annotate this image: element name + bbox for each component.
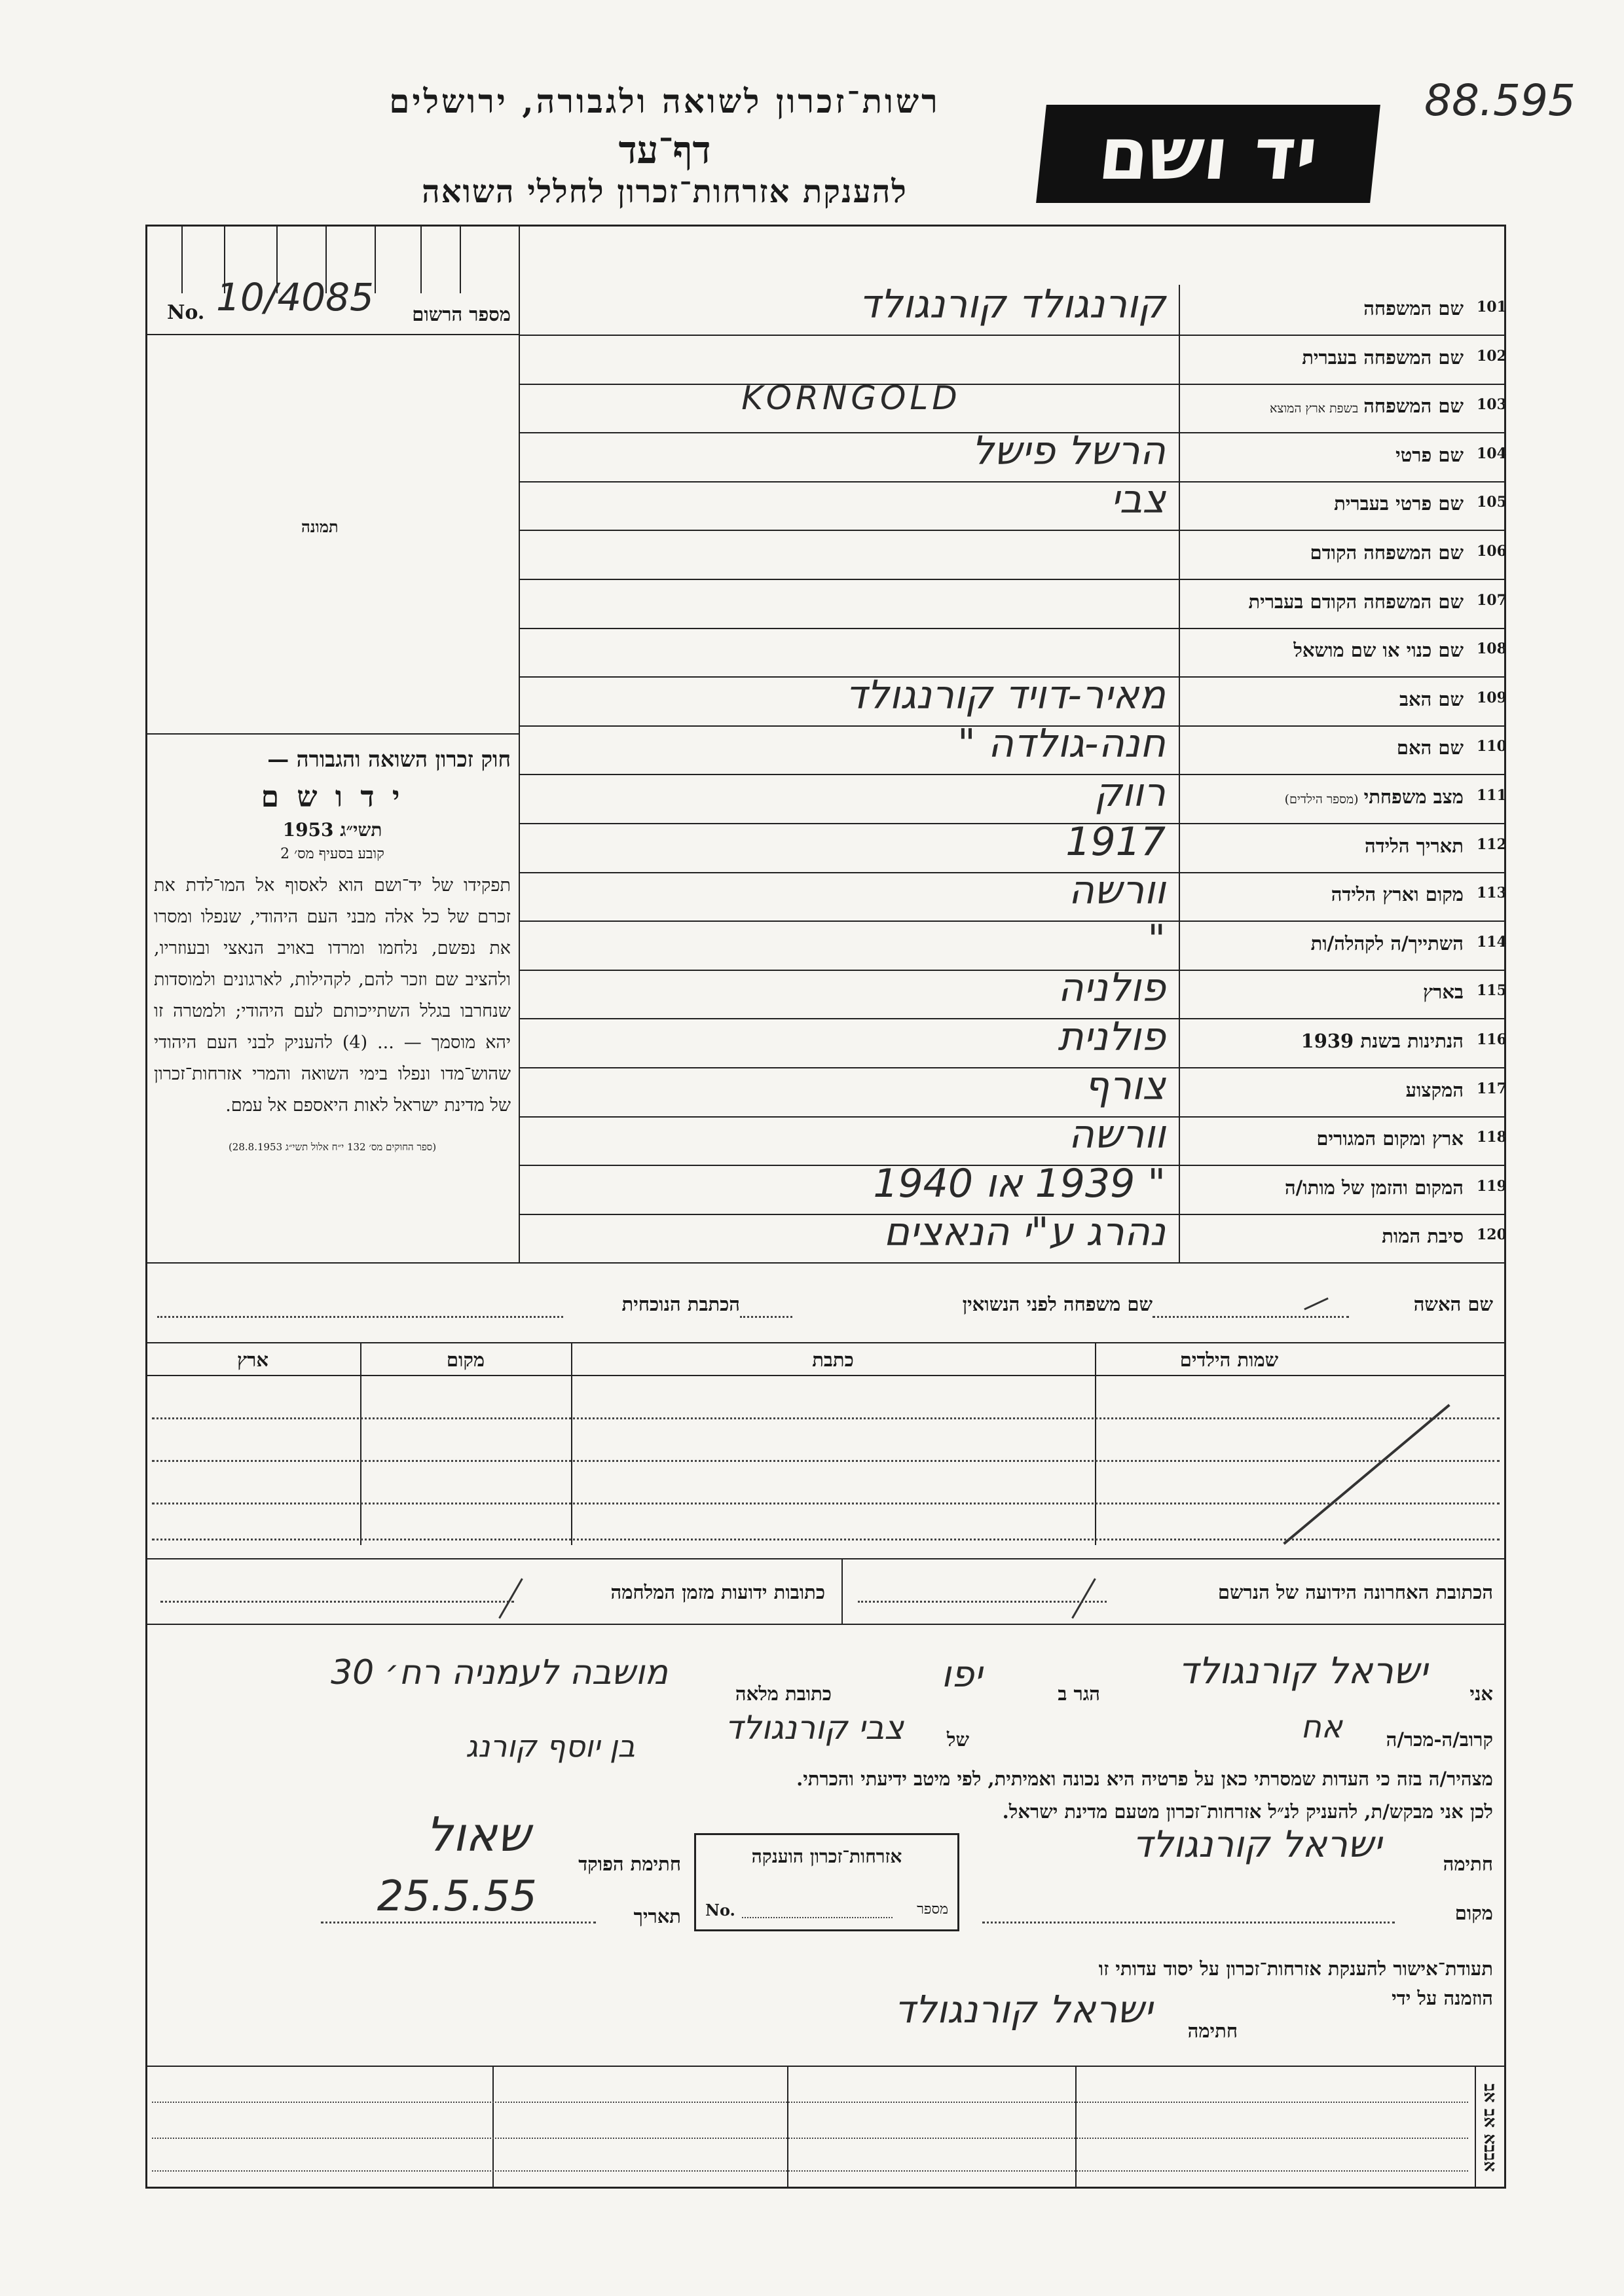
officer-signature: שאול <box>426 1807 530 1862</box>
field-number: 106 <box>1477 543 1507 560</box>
law-box <box>154 746 511 1154</box>
field-label <box>1185 981 1464 1004</box>
grant-box-number-label: מספר <box>917 1901 948 1918</box>
declaration-line-1: מצהיר/ה בזה כי העדות שמסרתי כאן על פרטיה היא נכונה ואמיתית, לפי מיטב ידיעתי והכרתי. <box>796 1768 1493 1790</box>
field-value: KORNGOLD <box>741 379 961 417</box>
field-label-text: שם האב <box>1399 688 1464 710</box>
field-label-text: המקצוע <box>1405 1079 1464 1101</box>
field-number: 102 <box>1477 348 1507 365</box>
field-value: צורף <box>1084 1063 1166 1109</box>
field-number: 109 <box>1477 689 1507 706</box>
field-label-text: מצב משפחתי <box>1363 786 1464 808</box>
field-label <box>1185 492 1464 515</box>
i-label: אני <box>1469 1683 1493 1705</box>
field-label <box>1185 932 1464 955</box>
field-label-text: שם המשפחה הקודם <box>1310 541 1464 564</box>
field-label <box>1185 688 1464 711</box>
field-number: 101 <box>1477 299 1507 316</box>
field-row-divider <box>519 579 1506 580</box>
field-label <box>1185 1176 1464 1199</box>
field-number: 120 <box>1477 1226 1507 1243</box>
field-value: פולניה <box>1058 965 1166 1011</box>
declaration-line-2: לכן אני מבקש/ת, להעניק לנ״ל אזרחות־זכרון מטעם מדינת ישראל. <box>1002 1800 1493 1823</box>
field-label-text: שם פרטי בעברית <box>1334 492 1464 515</box>
field-number: 107 <box>1477 592 1507 609</box>
field-value: הרשל פישל <box>971 428 1166 474</box>
full-address-label: כתובת מלאה <box>735 1683 832 1705</box>
date-value: 25.5.55 <box>377 1872 537 1921</box>
field-label-text: הנתינות בשנת 1939 <box>1301 1030 1464 1052</box>
registration-no-label: No. <box>167 301 205 324</box>
side-stamp: אבבא אב אב <box>1480 2083 1500 2172</box>
field-number: 116 <box>1477 1031 1507 1048</box>
law-year: תשי״ג 1953 <box>282 819 382 841</box>
grant-box <box>694 1833 959 1931</box>
of-value: צבי קורנגולד <box>725 1709 904 1747</box>
field-number: 114 <box>1477 934 1507 951</box>
field-row-divider <box>519 335 1506 336</box>
law-body: תפקידו של יד־ושם הוא לאסוף אל המו־לדת את זכרם של כל אלה מבני העם היהודי, שנפלו ומסרו את נפשם, נלחמו ומרדו באויב הנאצי ובעוזריו, ולהציב שם וזכר להם, לקהילות, לארגונים ולמוסדות שנחרבו בגלל השתייכותם לעם היהודי; ולמטרה זו יהא מוסמך — ... (4) להעניק לבני העם היהודי שהוש־מדו ונפלו בימי השואה והמרי אזרחות־זכרון של מדינת ישראל לאות היאספם אל עמם. <box>154 875 511 1116</box>
field-label-text: שם כנוי או שם מושאל <box>1293 639 1464 661</box>
residing-label: הגר ב <box>1058 1683 1100 1705</box>
officer-signature-label: חתימת הפוקד <box>578 1853 681 1875</box>
field-label <box>1185 1079 1464 1102</box>
field-label <box>1185 541 1464 564</box>
field-value: " <box>1147 917 1166 962</box>
field-value: חנה-גולדה " <box>957 721 1166 767</box>
field-value: מאיר-דויד קורנגולד <box>845 672 1166 718</box>
field-value: צבי <box>1111 477 1166 522</box>
relative-label: קרוב/ה-מכר/ה <box>1386 1728 1493 1751</box>
field-number: 111 <box>1477 787 1507 804</box>
authority-title: רשות־זכרון לשואה ולגבורה, ירושלים <box>389 82 940 120</box>
field-value: נהרג ע"י הנאצים <box>883 1209 1166 1255</box>
field-value: רווק <box>1094 770 1166 816</box>
field-label-text: בארץ <box>1423 981 1464 1003</box>
relation-value: אח <box>1301 1709 1342 1745</box>
field-sublabel: בשפת ארץ המוצא <box>1269 401 1359 416</box>
field-number: 105 <box>1477 494 1507 511</box>
field-value: וורשה <box>1068 1112 1166 1157</box>
field-number: 117 <box>1477 1080 1507 1097</box>
registration-label: מספר הרשום <box>412 303 511 325</box>
field-number: 112 <box>1477 836 1507 853</box>
field-label-text: שם האם <box>1396 737 1464 759</box>
field-value: פולנית <box>1058 1014 1166 1060</box>
field-label-text: שם המשפחה <box>1363 297 1464 319</box>
yad-vashem-logo <box>1036 105 1380 203</box>
law-title: חוק זכרון השואה והגבורה — <box>267 746 511 772</box>
field-number: 118 <box>1477 1129 1507 1146</box>
field-label <box>1185 1127 1464 1150</box>
place-label: מקום <box>1454 1902 1493 1924</box>
form-subtitle: להענקת אזרחות־זכרון לחללי השואה <box>422 173 908 210</box>
field-label <box>1185 1030 1464 1053</box>
grant-box-title: אזרחות־זכרון הוענקה <box>751 1846 902 1867</box>
children-place-header: מקום <box>446 1349 485 1371</box>
field-label <box>1185 835 1464 858</box>
children-names-header: שמות הילדים <box>1179 1349 1279 1371</box>
law-footnote: (ספר החוקים מס׳ 132 י״ח אלול תשי״ג 28.8.1953) <box>228 1141 437 1153</box>
current-address-label: הכתבת הנוכחית <box>621 1293 740 1315</box>
residing-value: יפו <box>941 1653 982 1696</box>
field-label-text: שם המשפחה הקודם בעברית <box>1248 591 1464 613</box>
wife-label: שם האשה <box>1413 1293 1493 1315</box>
field-label <box>1185 395 1464 418</box>
field-label <box>1185 591 1464 613</box>
field-label <box>1185 346 1464 369</box>
date-label: תאריך <box>633 1905 681 1927</box>
declarant-signature: ישראל קורנגולד <box>1132 1823 1382 1866</box>
logo-text: יד ושם <box>1094 112 1322 196</box>
of-extra: בן יוסף קורנג <box>466 1728 635 1764</box>
field-row-divider <box>519 628 1506 629</box>
field-label-text: תאריך הלידה <box>1365 835 1464 857</box>
full-address-value: מושבה לעמניה רח׳ 30 <box>331 1653 668 1692</box>
field-label <box>1185 786 1464 809</box>
grant-box-no: No. <box>705 1901 735 1920</box>
field-label <box>1185 297 1464 320</box>
form-title: דף־עד <box>618 128 711 172</box>
field-label-text: שם המשפחה בעברית <box>1302 346 1464 369</box>
field-row-divider <box>519 530 1506 531</box>
law-clause: קובע בסעיף מס׳ 2 <box>280 846 384 862</box>
document-number: 88.595 <box>1424 75 1576 126</box>
children-table <box>145 1342 1506 1545</box>
children-strike <box>1283 1404 1450 1544</box>
maiden-name-label: שם משפחה לפני הנשואין <box>962 1293 1153 1315</box>
of-label: של <box>946 1728 969 1751</box>
field-value: 1917 <box>1065 819 1166 865</box>
field-label-text: שם המשפחה <box>1363 395 1464 417</box>
certificate-signature-label: חתימה <box>1187 2020 1238 2042</box>
field-sublabel: (מספר הילדים) <box>1284 792 1359 807</box>
field-label <box>1185 444 1464 467</box>
field-label-text: ארץ ומקום המגורים <box>1316 1127 1464 1150</box>
law-name: י ד ו ש ם <box>261 780 404 814</box>
field-value: " 1939 או 1940 <box>873 1161 1166 1207</box>
certificate-line-1: תעודת־אישור להענקת אזרחות־זכרון על יסוד עדותי זו <box>1098 1958 1493 1980</box>
field-label <box>1185 737 1464 759</box>
field-number: 108 <box>1477 640 1507 657</box>
field-number: 115 <box>1477 982 1507 999</box>
field-value: וורשה <box>1068 867 1166 913</box>
field-number: 104 <box>1477 445 1507 462</box>
children-country-header: ארץ <box>237 1349 268 1371</box>
wartime-address-label: כתובות ידועות מזמן המלחמה <box>610 1581 825 1603</box>
certificate-line-2: הוזמנה על ידי <box>1392 1987 1493 2009</box>
field-label-text: שם פרטי <box>1395 444 1464 466</box>
field-label <box>1185 639 1464 662</box>
field-number: 113 <box>1477 884 1507 902</box>
signature-label: חתימה <box>1443 1853 1493 1875</box>
field-label-text: מקום וארץ הלידה <box>1331 883 1464 905</box>
office-table <box>145 2066 1506 2189</box>
photo-placeholder: תמונה <box>301 517 339 536</box>
field-value: קורנגולד קורנגולד <box>858 282 1166 327</box>
children-address-header: כתבת <box>812 1349 854 1371</box>
field-number: 110 <box>1477 738 1507 755</box>
certificate-signature: ישראל קורנגולד <box>894 1987 1153 2032</box>
last-known-address-label: הכתובת האחרונה הידועה של הנרשם <box>1217 1581 1493 1603</box>
field-number: 103 <box>1477 396 1507 413</box>
field-number: 119 <box>1477 1178 1507 1195</box>
declarant-name: ישראל קורנגולד <box>1178 1650 1428 1692</box>
registration-number: 10/4085 <box>216 275 374 319</box>
field-label-text: סיבת המות <box>1382 1225 1464 1247</box>
field-label-text: המקום והזמן של מותו/ה <box>1284 1176 1464 1199</box>
field-label <box>1185 883 1464 906</box>
field-label <box>1185 1225 1464 1248</box>
field-label-text: השתייך/ה לקהלה/ות <box>1310 932 1464 955</box>
